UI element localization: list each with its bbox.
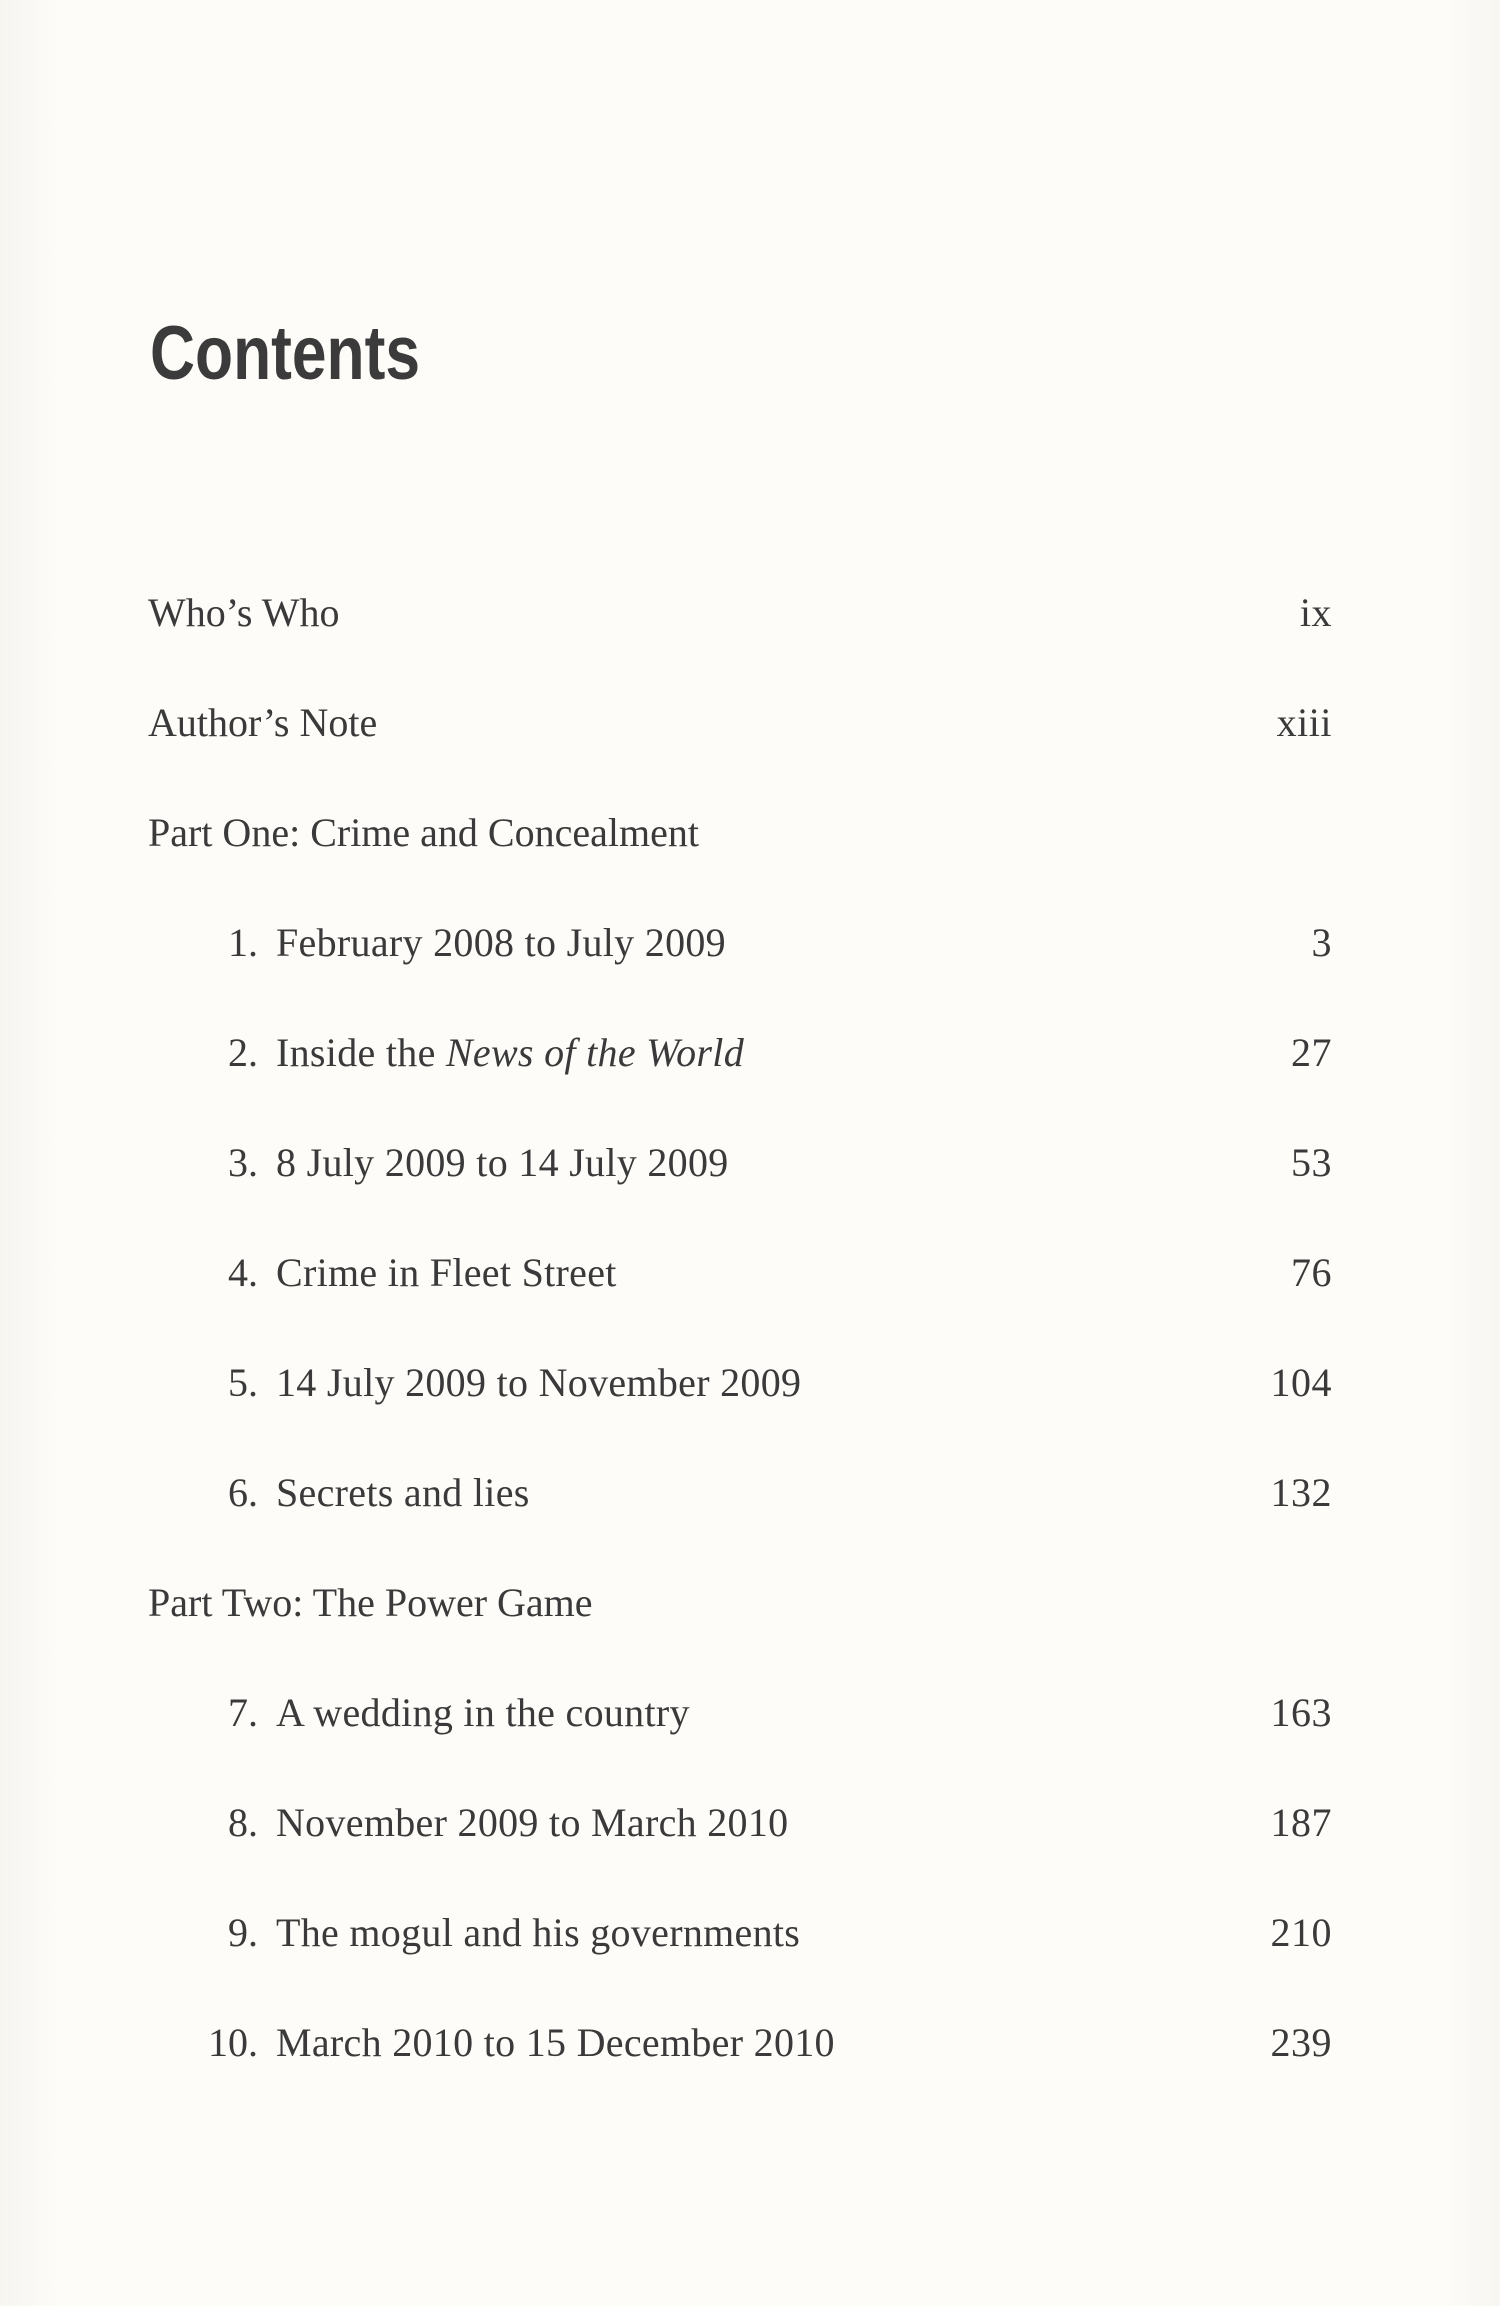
chapter-title: 8 July 2009 to 14 July 2009 — [276, 1140, 729, 1185]
page-title: Contents — [150, 311, 421, 396]
toc-entry-label: Who’s Who — [148, 590, 340, 635]
chapter-title: 14 July 2009 to November 2009 — [276, 1360, 802, 1405]
toc-page-number: 163 — [1270, 1690, 1332, 1735]
chapter-title: November 2009 to March 2010 — [276, 1800, 789, 1845]
toc-entry-label: Author’s Note — [148, 700, 378, 745]
chapter-title: Crime in Fleet Street — [276, 1250, 617, 1295]
chapter-title-roman: Inside the — [276, 1030, 446, 1075]
toc-chapter-10[interactable] — [0, 2013, 1500, 2073]
toc-page-number: 104 — [1270, 1360, 1332, 1405]
toc-part-heading — [0, 1573, 1500, 1633]
toc-page-number: 187 — [1270, 1800, 1332, 1845]
chapter-title-italic: News of the World — [445, 1030, 745, 1075]
chapter-number: 1. — [228, 920, 258, 965]
toc-page-number: 76 — [1291, 1250, 1332, 1295]
part-two-heading: Part Two: The Power Game — [148, 1580, 593, 1625]
toc-chapter-2[interactable] — [0, 1023, 1500, 1083]
toc-chapter-6[interactable] — [0, 1463, 1500, 1523]
chapter-title: February 2008 to July 2009 — [276, 920, 726, 965]
toc-entry-authors-note[interactable] — [0, 693, 1500, 753]
toc-page-number: 3 — [1311, 920, 1332, 965]
toc-page-number: ix — [1299, 590, 1332, 635]
chapter-number: 7. — [228, 1690, 258, 1735]
toc-page-number: 239 — [1270, 2020, 1332, 2065]
chapter-title: March 2010 to 15 December 2010 — [276, 2020, 835, 2065]
toc-chapter-4[interactable] — [0, 1243, 1500, 1303]
chapter-number: 6. — [228, 1470, 258, 1515]
chapter-title: Secrets and lies — [276, 1470, 530, 1515]
toc-page-number: 210 — [1270, 1910, 1332, 1955]
toc-chapter-1[interactable] — [0, 913, 1500, 973]
chapter-title: The mogul and his governments — [276, 1910, 801, 1955]
toc-chapter-9[interactable] — [0, 1903, 1500, 1963]
chapter-number: 8. — [228, 1800, 258, 1845]
chapter-number: 10. — [208, 2020, 258, 2065]
chapter-number: 3. — [228, 1140, 258, 1185]
toc-page-number: 132 — [1270, 1470, 1332, 1515]
toc-page-number: 27 — [1291, 1030, 1332, 1075]
chapter-number: 2. — [228, 1030, 258, 1075]
chapter-title: A wedding in the country — [276, 1690, 690, 1735]
toc-entry-whos-who[interactable] — [0, 583, 1500, 643]
toc-chapter-3[interactable] — [0, 1133, 1500, 1193]
chapter-number: 4. — [228, 1250, 258, 1295]
chapter-number: 9. — [228, 1910, 258, 1955]
toc-chapter-7[interactable] — [0, 1683, 1500, 1743]
part-one-heading: Part One: Crime and Concealment — [148, 810, 699, 855]
toc-chapter-5[interactable] — [0, 1353, 1500, 1413]
toc-page-number: xiii — [1276, 700, 1332, 745]
toc-part-heading — [0, 803, 1500, 863]
toc-chapter-8[interactable] — [0, 1793, 1500, 1853]
chapter-title — [276, 1023, 744, 1083]
chapter-number: 5. — [228, 1360, 258, 1405]
toc-page-number: 53 — [1291, 1140, 1332, 1185]
